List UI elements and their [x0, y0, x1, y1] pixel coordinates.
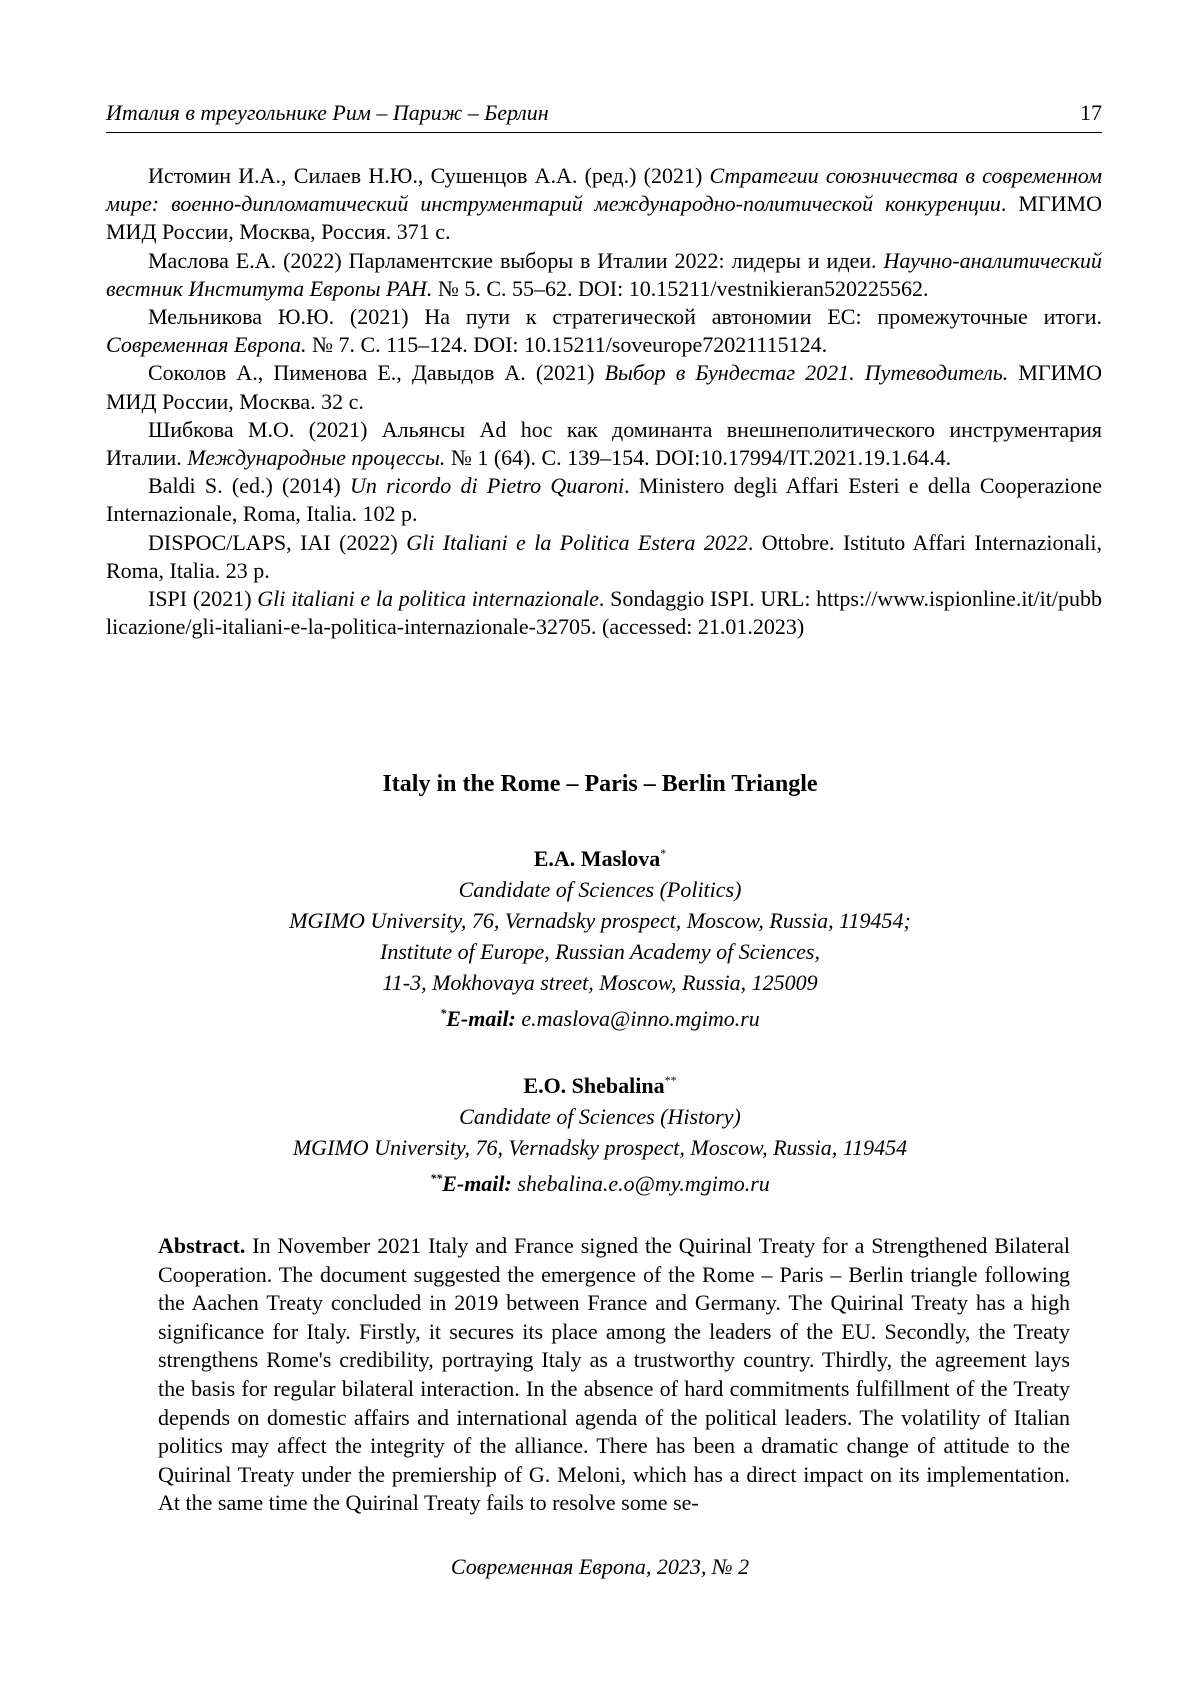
author-affiliation: Institute of Europe, Russian Academy of Sciences,: [380, 939, 820, 964]
reference-text: Истомин И.А., Силаев Н.Ю., Сушенцов А.А. (ред.) (2021): [148, 163, 710, 188]
reference-details: № 5. С. 55–62. DOI: 10.15211/vestnikieran520225562.: [432, 275, 929, 301]
abstract-text: In November 2021 Italy and France signed the Quirinal Treaty for a Strengthened Bilateral Cooperation. The document suggested the emergence of the Rome – Paris – Berlin triangle following the Aachen Treaty concluded in 2019 between France and Germany. The Quirinal Treaty has a high significance for Italy. Firstly, it secures its place among the leaders of the EU. Secondly, the Treaty strengthens Rome's credibility, portraying Italy as a trustworthy country. Thirdly, the agreement lays the basis for regular bilateral interaction. In the absence of hard commitments fulfillment of the Treaty depends on domestic affairs and international agenda of the political leaders. The volatility of Italian politics may affect the integrity of the alliance. There has been a dramatic change of attitude to the Quirinal Treaty under the premiership of G. Meloni, which has a direct impact on its implementation. At the same time the Quirinal Treaty fails to resolve some se-: [158, 1233, 1070, 1516]
author-degree: Candidate of Sciences (Politics): [458, 877, 742, 902]
reference-item: [106, 247, 1102, 303]
author-name: E.O. Shebalina**: [523, 1073, 677, 1098]
author-block: [0, 838, 1200, 1199]
running-header: [106, 100, 1102, 133]
footnote-mark: *: [440, 1006, 447, 1020]
reference-item: [106, 416, 1102, 472]
reference-item: [106, 529, 1102, 585]
reference-item: [106, 303, 1102, 359]
author-affiliation: 11-3, Mokhovaya street, Moscow, Russia, 125009: [382, 970, 818, 995]
reference-details: № 1 (64). С. 139–154. DOI:10.17994/IT.2021.19.1.64.4.: [445, 445, 952, 471]
reference-item: [106, 585, 1102, 641]
reference-item: [106, 359, 1102, 415]
email-link[interactable]: shebalina.e.o@my.mgimo.ru: [517, 1171, 770, 1196]
article-title: Italy in the Rome – Paris – Berlin Triangle: [382, 771, 818, 797]
reference-source: Международные процессы.: [187, 445, 446, 471]
footnote-mark: **: [664, 1073, 677, 1087]
journal-footer: Современная Европа, 2023, № 2: [450, 1554, 750, 1579]
reference-text: ISPI (2021): [148, 586, 258, 612]
reference-details: № 7. С. 115–124. DOI: 10.15211/soveurope72021115124.: [306, 332, 828, 358]
reference-details: МГИМО МИД России, Москва. 32 с.: [106, 360, 1102, 414]
reference-text: Мельникова Ю.Ю. (2021) На пути к стратегической автономии ЕС: промежуточные итоги.: [148, 304, 1102, 330]
reference-item: [106, 472, 1102, 528]
reference-source: Выбор в Бундестаг 2021. Путеводитель.: [604, 360, 1009, 386]
reference-item: [106, 162, 1102, 247]
abstract-label: Abstract.: [158, 1233, 246, 1258]
reference-text: Шибкова М.О. (2021) Альянсы Ad hoc как доминанта внешнеполитического инструментария Италии.: [106, 416, 1102, 471]
author-affiliation: MGIMO University, 76, Vernadsky prospect, Moscow, Russia, 119454: [292, 1135, 908, 1160]
email-link[interactable]: e.maslova@inno.mgimo.ru: [521, 1006, 760, 1031]
reference-source: Современная Европа.: [106, 332, 307, 358]
reference-list: [106, 162, 1102, 641]
author-degree: Candidate of Sciences (History): [459, 1104, 741, 1129]
footnote-mark: *: [660, 846, 667, 860]
page-number: 17: [1080, 100, 1102, 125]
reference-details: . МГИМО МИД России, Москва, Россия. 371 с.: [106, 191, 1102, 245]
abstract: [158, 1232, 1070, 1518]
author-affiliation: MGIMO University, 76, Vernadsky prospect, Moscow, Russia, 119454;: [289, 908, 911, 933]
reference-text: Маслова Е.А. (2022) Парламентские выборы в Италии 2022: лидеры и идеи.: [148, 247, 884, 273]
footnote-mark: **: [430, 1171, 443, 1185]
running-title: Италия в треугольнике Рим – Париж – Берлин: [106, 100, 549, 125]
reference-text: DISPOC/LAPS, IAI (2022): [148, 529, 407, 555]
reference-source: Un ricordo di Pietro Quaroni: [349, 473, 625, 499]
author-email: *E-mail: e.maslova@inno.mgimo.ru: [440, 1006, 760, 1031]
reference-source: Gli italiani e la politica internazionale: [257, 586, 599, 612]
reference-source: Gli Italiani e la Politica Estera 2022: [406, 529, 748, 555]
reference-source: Научно-аналитический вестник Института Европы РАН.: [106, 247, 1102, 301]
reference-text: Baldi S. (ed.) (2014): [148, 473, 350, 499]
author-name: E.A. Maslova*: [533, 846, 667, 871]
reference-details: . Ottobre. Istituto Affari Internazionali, Roma, Italia. 23 p.: [106, 529, 1102, 583]
reference-source: Стратегии союзничества в современном мире: военно-дипломатический инструментарий международно-политической конкуренции: [106, 163, 1102, 217]
reference-text: Соколов А., Пименова Е., Давыдов А. (2021): [148, 360, 605, 386]
author-email: **E-mail: shebalina.e.o@my.mgimo.ru: [430, 1171, 770, 1196]
reference-details: . Sondaggio ISPI. URL: https://www.ispionline.it/it/pubblicazione/gli-italiani-e-la-politica-internazionale-32705. (accessed: 21.01.2023): [106, 586, 1102, 640]
reference-details: . Ministero degli Affari Esteri e della Cooperazione Internazionale, Roma, Italia. 102 p.: [106, 473, 1102, 527]
